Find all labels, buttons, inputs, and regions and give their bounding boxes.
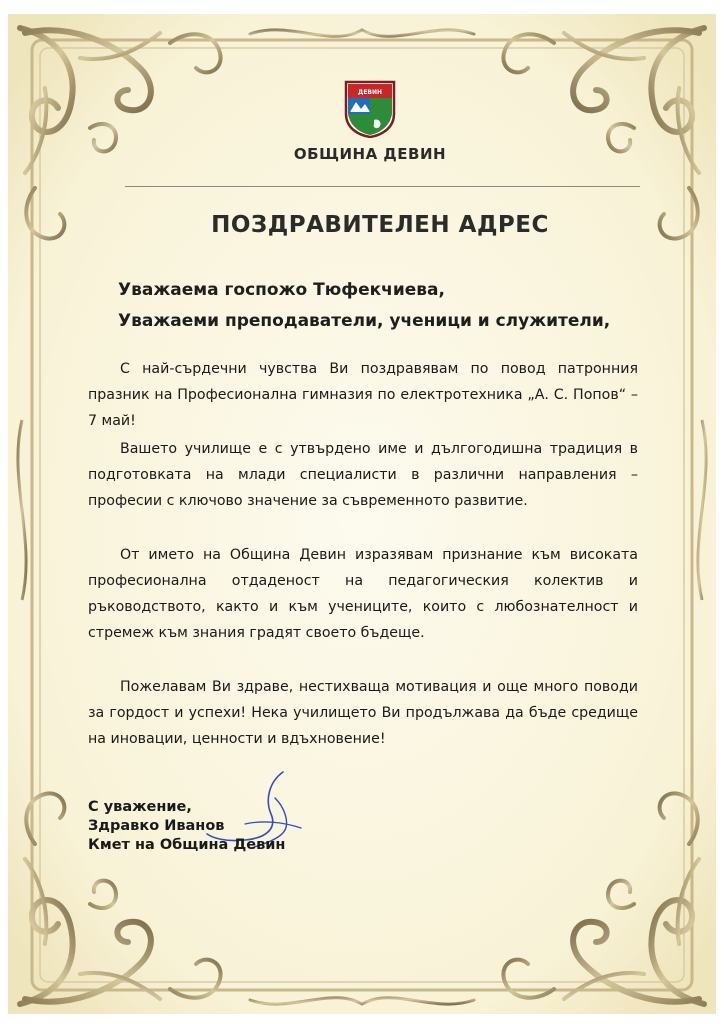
paragraph-text: С най-сърдечни чувства Ви поздравявам по повод патронния празник на Професионална гимназия по електротехника „А. С. Попов“ – 7 май! xyxy=(88,361,638,429)
signatory-name: Здравко Иванов xyxy=(88,818,225,834)
body-paragraph xyxy=(88,542,638,646)
document-title: ПОЗДРАВИТЕЛЕН АДРЕС xyxy=(211,212,549,238)
greeting-line-2: Уважаеми преподаватели, ученици и служители, xyxy=(118,311,611,331)
paragraph-text: Пожелавам Ви здраве, нестихваща мотивация и още много поводи за гордост и успехи! Нека училището Ви продължава да бъде средище на иновации, ценности и вдъхновение! xyxy=(88,679,638,747)
body-paragraph xyxy=(88,674,638,752)
header-divider xyxy=(125,186,640,187)
coat-of-arms-icon xyxy=(344,80,396,138)
coat-of-arms-text: ДЕВИН xyxy=(357,89,383,96)
closing-regards: С уважение, xyxy=(88,799,192,815)
paragraph-text: Вашето училище е с утвърдено име и дългогодишна традиция в подготовката на млади специалисти в различни направления – професии с ключово значение за съвременното развитие. xyxy=(88,441,638,509)
greeting-line-1: Уважаема госпожо Тюфекчиева, xyxy=(118,280,445,300)
signatory-position: Кмет на Община Девин xyxy=(88,837,286,853)
municipality-name: ОБЩИНА ДЕВИН xyxy=(293,145,447,163)
body-paragraph xyxy=(88,436,638,514)
paragraph-text: От името на Община Девин изразявам признание към високата професионална отдаденост на педагогическия колектив и ръководството, както и към учениците, които с любознателност и стремеж към знания градят своето бъдеще. xyxy=(88,547,638,641)
body-paragraph xyxy=(88,356,638,434)
closing-block xyxy=(88,798,285,855)
